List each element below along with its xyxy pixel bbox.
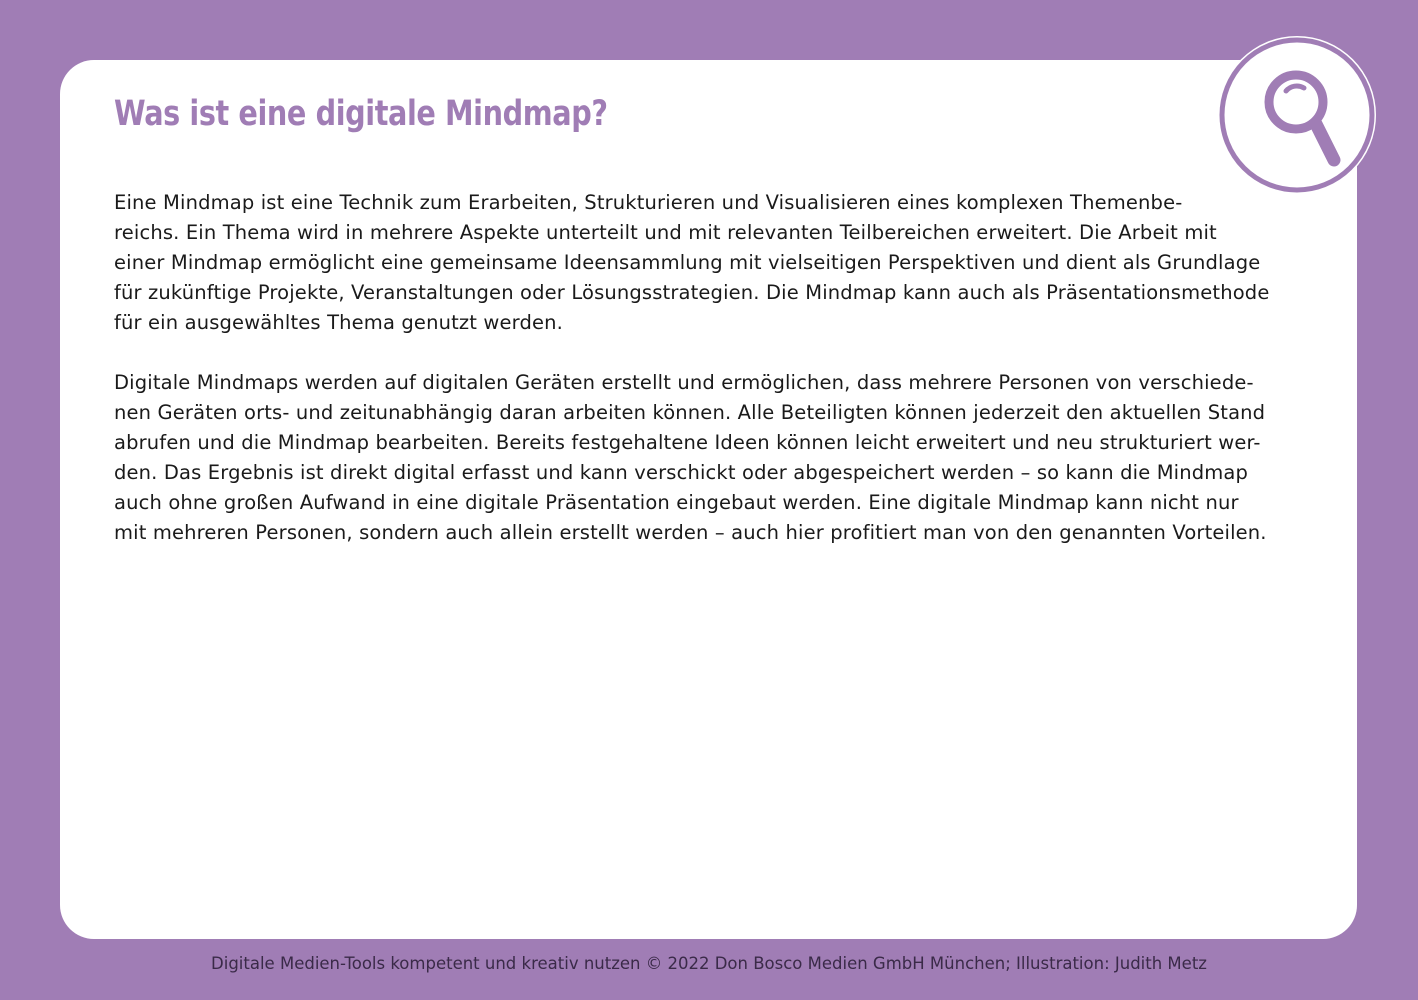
text-line: Eine Mindmap ist eine Technik zum Erarbeiten, Strukturieren und Visualisieren eines komplexen Themenbe-	[114, 191, 1183, 214]
text-line: mit mehreren Personen, sondern auch allein erstellt werden – auch hier profitiert man von den genannten Vorteilen.	[114, 521, 1267, 544]
text-line: abrufen und die Mindmap bearbeiten. Bereits festgehaltene Ideen können leicht erweitert und neu strukturiert wer-	[114, 431, 1261, 454]
text-line: nen Geräten orts- und zeitunabhängig daran arbeiten können. Alle Beteiligten können jederzeit den aktuellen Stand	[114, 401, 1266, 424]
magnifier-icon	[1218, 36, 1376, 194]
footer-copyright: Digitale Medien-Tools kompetent und kreativ nutzen © 2022 Don Bosco Medien GmbH München; Illustration: Judith Metz	[211, 954, 1207, 973]
info-card	[60, 60, 1357, 939]
text-line: für zukünftige Projekte, Veranstaltungen oder Lösungsstrategien. Die Mindmap kann auch als Präsentationsmethode	[114, 281, 1270, 304]
magnifier-badge	[1218, 36, 1376, 194]
paragraph-1	[114, 188, 1314, 338]
text-line: einer Mindmap ermöglicht eine gemeinsame Ideensammlung mit vielseitigen Perspektiven und dient als Grundlage	[114, 251, 1261, 274]
text-line: reichs. Ein Thema wird in mehrere Aspekte unterteilt und mit relevanten Teilbereichen erweitert. Die Arbeit mit	[114, 221, 1217, 244]
card-body	[114, 188, 1314, 578]
paragraph-2	[114, 368, 1314, 548]
text-line: für ein ausgewähltes Thema genutzt werden.	[114, 311, 564, 334]
card-title: Was ist eine digitale Mindmap?	[114, 94, 608, 134]
text-line: den. Das Ergebnis ist direkt digital erfasst und kann verschickt oder abgespeichert werden – so kann die Mindmap	[114, 461, 1249, 484]
text-line: Digitale Mindmaps werden auf digitalen Geräten erstellt und ermöglichen, dass mehrere Personen von verschiede-	[114, 371, 1254, 394]
text-line: auch ohne großen Aufwand in eine digitale Präsentation eingebaut werden. Eine digitale Mindmap kann nicht nur	[114, 491, 1239, 514]
